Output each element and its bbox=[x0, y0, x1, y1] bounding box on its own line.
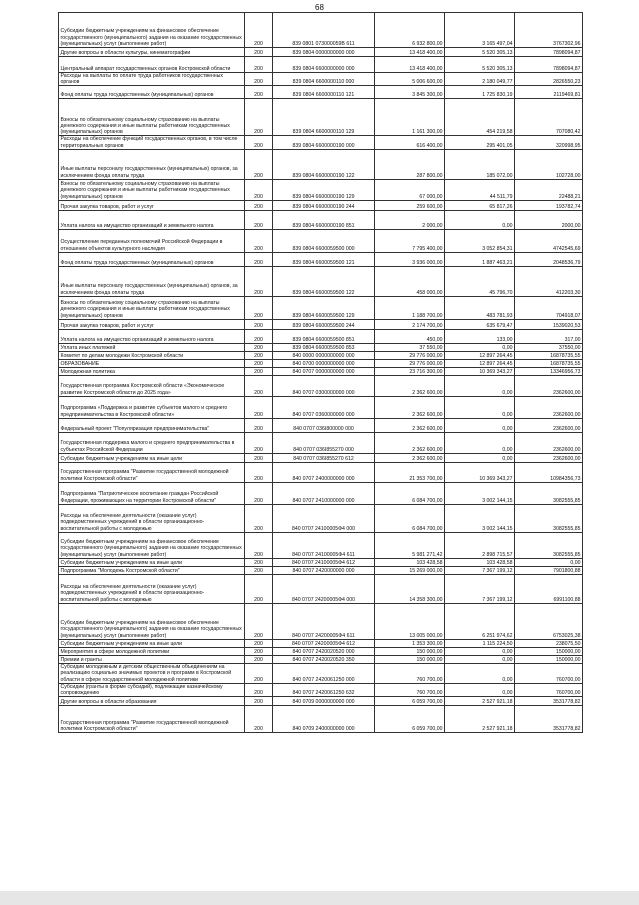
table-row bbox=[59, 706, 583, 733]
row-line-code: 200 bbox=[245, 48, 273, 57]
row-unexecuted: 2119469,81 bbox=[515, 86, 583, 99]
scan-bottom-edge bbox=[0, 891, 639, 905]
row-line-code: 200 bbox=[245, 343, 273, 351]
row-executed: 0,00 bbox=[445, 663, 515, 683]
row-approved: 15 269 000,00 bbox=[375, 566, 445, 574]
row-unexecuted: 13346956,73 bbox=[515, 367, 583, 375]
row-budget-code: 840 0707 2420020520 000 bbox=[273, 647, 375, 655]
row-budget-code: 839 0804 6600000190 129 bbox=[273, 179, 375, 200]
row-name: Государственная программа "Развитие государственной молодежной политики Костромской области" bbox=[59, 706, 245, 733]
row-executed: 0,00 bbox=[445, 375, 515, 396]
row-unexecuted: 3531778,82 bbox=[515, 706, 583, 733]
row-unexecuted: 37550,00 bbox=[515, 343, 583, 351]
row-line-code: 200 bbox=[245, 462, 273, 482]
row-unexecuted: 7898094,87 bbox=[515, 48, 583, 57]
row-budget-code: 839 0804 6600059500 129 bbox=[273, 296, 375, 319]
row-approved: 7 795 400,00 bbox=[375, 229, 445, 252]
row-unexecuted: 6991100,88 bbox=[515, 574, 583, 603]
row-executed: 0,00 bbox=[445, 683, 515, 696]
row-executed: 7 367 199,12 bbox=[445, 566, 515, 574]
table-row bbox=[59, 210, 583, 229]
row-name: Другие вопросы в области образования bbox=[59, 697, 245, 706]
row-line-code: 200 bbox=[245, 149, 273, 179]
row-executed: 0,00 bbox=[445, 210, 515, 229]
row-unexecuted: 760700,00 bbox=[515, 683, 583, 696]
row-name: Иные выплаты персоналу государственных (муниципальных) органов, за исключением фонда оплаты труда bbox=[59, 149, 245, 179]
row-executed: 2 180 049,77 bbox=[445, 73, 515, 86]
row-unexecuted: 2362600,00 bbox=[515, 375, 583, 396]
row-budget-code: 840 0707 24100005Ф4 612 bbox=[273, 558, 375, 566]
row-unexecuted: 317,00 bbox=[515, 329, 583, 343]
row-executed: 0,00 bbox=[445, 343, 515, 351]
table-row bbox=[59, 683, 583, 696]
row-line-code: 200 bbox=[245, 558, 273, 566]
table-row bbox=[59, 432, 583, 453]
row-approved: 1 188 700,00 bbox=[375, 296, 445, 319]
row-executed: 2 527 921,18 bbox=[445, 697, 515, 706]
row-approved: 3 845 300,00 bbox=[375, 86, 445, 99]
row-budget-code: 840 0707 2420061250 632 bbox=[273, 683, 375, 696]
budget-execution-table bbox=[58, 12, 583, 733]
row-unexecuted: 0,00 bbox=[515, 558, 583, 566]
row-name: Уплата налога на имущество организаций и земельного налога bbox=[59, 210, 245, 229]
row-name: Государственная программа Костромской области «Экономическое развитие Костромской области до 2025 года» bbox=[59, 375, 245, 396]
row-executed: 5 520 305,13 bbox=[445, 57, 515, 73]
row-unexecuted: 150000,00 bbox=[515, 655, 583, 663]
table-row bbox=[59, 351, 583, 359]
row-budget-code: 839 0801 073000059В 611 bbox=[273, 13, 375, 48]
row-line-code: 200 bbox=[245, 663, 273, 683]
row-unexecuted: 238075,50 bbox=[515, 639, 583, 647]
table-row bbox=[59, 179, 583, 200]
row-name: Субсидии бюджетным учреждениям на иные цели bbox=[59, 453, 245, 462]
row-budget-code: 839 0804 6600059500 000 bbox=[273, 229, 375, 252]
row-approved: 14 358 300,00 bbox=[375, 574, 445, 603]
row-name: Комитет по делам молодежи Костромской области bbox=[59, 351, 245, 359]
row-approved: 5 006 600,00 bbox=[375, 73, 445, 86]
table-row bbox=[59, 504, 583, 532]
row-name: Субсидии бюджетным учреждениям на иные цели bbox=[59, 639, 245, 647]
row-approved: 450,00 bbox=[375, 329, 445, 343]
row-executed: 1 725 830,19 bbox=[445, 86, 515, 99]
table-row bbox=[59, 359, 583, 367]
row-line-code: 200 bbox=[245, 200, 273, 210]
row-executed: 1 887 463,21 bbox=[445, 252, 515, 266]
table-row bbox=[59, 99, 583, 136]
table-row bbox=[59, 296, 583, 319]
row-approved: 21 353 700,00 bbox=[375, 462, 445, 482]
row-approved: 2 000,00 bbox=[375, 210, 445, 229]
table-row bbox=[59, 252, 583, 266]
row-name: Расходы на обеспечение деятельности (оказание услуг) подведомственных учреждений в области организационно-воспитательной работы с молодежью bbox=[59, 504, 245, 532]
row-unexecuted: 2000,00 bbox=[515, 210, 583, 229]
row-budget-code: 840 0707 036I855270 612 bbox=[273, 453, 375, 462]
row-budget-code: 839 0804 6600000110 121 bbox=[273, 86, 375, 99]
row-budget-code: 840 0707 24200005Ф4 000 bbox=[273, 574, 375, 603]
row-executed: 0,00 bbox=[445, 655, 515, 663]
row-approved: 13 418 400,00 bbox=[375, 57, 445, 73]
row-approved: 2 362 600,00 bbox=[375, 418, 445, 432]
table-row bbox=[59, 482, 583, 504]
row-budget-code: 839 0804 6600059500 122 bbox=[273, 266, 375, 296]
row-name: Субсидии бюджетным учреждениям на иные цели bbox=[59, 558, 245, 566]
row-executed: 2 527 921,18 bbox=[445, 706, 515, 733]
row-name: Субсидии бюджетным учреждениям на финансовое обеспечение государственного (муниципального) задания на оказание государственных (муниципальных) услуг (выполнение работ) bbox=[59, 532, 245, 558]
table-row bbox=[59, 697, 583, 706]
row-approved: 13 418 400,00 bbox=[375, 48, 445, 57]
row-name: Уплата иных платежей bbox=[59, 343, 245, 351]
row-budget-code: 840 0707 24200005Ф4 611 bbox=[273, 603, 375, 639]
row-executed: 1 115 224,50 bbox=[445, 639, 515, 647]
row-budget-code: 840 0000 0000000000 000 bbox=[273, 351, 375, 359]
row-executed: 0,00 bbox=[445, 396, 515, 418]
row-line-code: 200 bbox=[245, 697, 273, 706]
row-line-code: 200 bbox=[245, 482, 273, 504]
page-number: 68 bbox=[315, 3, 324, 12]
row-budget-code: 839 0804 6600000190 122 bbox=[273, 149, 375, 179]
table-row bbox=[59, 57, 583, 73]
row-name: Центральный аппарат государственных органов Костромской области bbox=[59, 57, 245, 73]
row-executed: 3 052 854,31 bbox=[445, 229, 515, 252]
row-executed: 7 367 199,12 bbox=[445, 574, 515, 603]
row-name: Иные выплаты персоналу государственных (муниципальных) органов, за исключением фонда оплаты труда bbox=[59, 266, 245, 296]
row-approved: 3 936 000,00 bbox=[375, 252, 445, 266]
row-approved: 1 353 300,00 bbox=[375, 639, 445, 647]
row-name: Подпрограмма "Молодежь Костромской области" bbox=[59, 566, 245, 574]
row-unexecuted: 102728,00 bbox=[515, 149, 583, 179]
row-executed: 0,00 bbox=[445, 432, 515, 453]
row-unexecuted: 707080,42 bbox=[515, 99, 583, 136]
row-name: Мероприятия в сфере молодежной политики bbox=[59, 647, 245, 655]
row-name: Прочая закупка товаров, работ и услуг bbox=[59, 319, 245, 329]
table-row bbox=[59, 266, 583, 296]
row-line-code: 200 bbox=[245, 532, 273, 558]
row-budget-code: 840 0707 0300000000 000 bbox=[273, 375, 375, 396]
row-unexecuted: 16878735,55 bbox=[515, 351, 583, 359]
row-line-code: 200 bbox=[245, 432, 273, 453]
row-executed: 3 002 144,15 bbox=[445, 482, 515, 504]
row-unexecuted: 760700,00 bbox=[515, 663, 583, 683]
table-row bbox=[59, 655, 583, 663]
row-line-code: 200 bbox=[245, 359, 273, 367]
row-executed: 295 401,05 bbox=[445, 136, 515, 149]
row-line-code: 200 bbox=[245, 13, 273, 48]
row-executed: 103 428,58 bbox=[445, 558, 515, 566]
row-executed: 185 072,00 bbox=[445, 149, 515, 179]
row-budget-code: 839 0804 0000000000 000 bbox=[273, 48, 375, 57]
row-approved: 2 362 600,00 bbox=[375, 432, 445, 453]
row-budget-code: 839 0804 6600000190 244 bbox=[273, 200, 375, 210]
row-unexecuted: 704918,07 bbox=[515, 296, 583, 319]
row-executed: 12 897 264,45 bbox=[445, 351, 515, 359]
row-name: Субсидии молодежным и детским общественным объединениям на реализацию социально значимых проектов и программ в Костромской области в сфере государственной молодежной политики bbox=[59, 663, 245, 683]
row-budget-code: 840 0707 2420061250 000 bbox=[273, 663, 375, 683]
row-executed: 3 002 144,15 bbox=[445, 504, 515, 532]
row-line-code: 200 bbox=[245, 179, 273, 200]
row-executed: 133,00 bbox=[445, 329, 515, 343]
row-budget-code: 839 0804 6600000190 851 bbox=[273, 210, 375, 229]
table-row bbox=[59, 418, 583, 432]
row-name: Премии и гранты bbox=[59, 655, 245, 663]
table-row bbox=[59, 200, 583, 210]
row-name: Осуществление переданных полномочий Российской Федерации в отношении объектов культурного наследия bbox=[59, 229, 245, 252]
row-executed: 0,00 bbox=[445, 647, 515, 655]
row-line-code: 200 bbox=[245, 136, 273, 149]
row-budget-code: 839 0804 6600000110 129 bbox=[273, 99, 375, 136]
row-approved: 5 981 271,42 bbox=[375, 532, 445, 558]
row-approved: 6 084 700,00 bbox=[375, 482, 445, 504]
table-row bbox=[59, 566, 583, 574]
row-line-code: 200 bbox=[245, 57, 273, 73]
row-budget-code: 840 0707 0360000000 000 bbox=[273, 396, 375, 418]
table-row bbox=[59, 13, 583, 48]
row-approved: 6 059 700,00 bbox=[375, 697, 445, 706]
row-line-code: 200 bbox=[245, 504, 273, 532]
row-name: Государственная поддержка малого и среднего предпринимательства в субъектах Российской Федерации bbox=[59, 432, 245, 453]
row-budget-code: 839 0804 6600000000 000 bbox=[273, 57, 375, 73]
row-unexecuted: 2362600,00 bbox=[515, 396, 583, 418]
row-approved: 37 550,00 bbox=[375, 343, 445, 351]
row-unexecuted: 22488,21 bbox=[515, 179, 583, 200]
row-approved: 2 174 700,00 bbox=[375, 319, 445, 329]
row-approved: 1 161 300,00 bbox=[375, 99, 445, 136]
table-row bbox=[59, 343, 583, 351]
table-row bbox=[59, 603, 583, 639]
table-row bbox=[59, 48, 583, 57]
table-row bbox=[59, 86, 583, 99]
row-executed: 10 369 343,27 bbox=[445, 462, 515, 482]
row-name: Подпрограмма "Патриотическое воспитание граждан Российской Федерации, проживающих на территории Костромской области" bbox=[59, 482, 245, 504]
row-executed: 45 796,70 bbox=[445, 266, 515, 296]
row-name: Взносы по обязательному социальному страхованию на выплаты денежного содержания и иные выплаты работникам государственных (муниципальных) органов bbox=[59, 296, 245, 319]
row-unexecuted: 2048536,79 bbox=[515, 252, 583, 266]
row-name: Расходы на обеспечение функций государственных органов, в том числе территориальных органов bbox=[59, 136, 245, 149]
row-budget-code: 840 0709 2400000000 000 bbox=[273, 706, 375, 733]
row-line-code: 200 bbox=[245, 319, 273, 329]
row-approved: 6 084 700,00 bbox=[375, 504, 445, 532]
row-budget-code: 840 0707 24100005Ф4 000 bbox=[273, 504, 375, 532]
row-unexecuted: 16878735,55 bbox=[515, 359, 583, 367]
row-line-code: 200 bbox=[245, 351, 273, 359]
row-approved: 103 428,58 bbox=[375, 558, 445, 566]
row-budget-code: 839 0804 6600059500 851 bbox=[273, 329, 375, 343]
row-budget-code: 840 0707 0000000000 000 bbox=[273, 367, 375, 375]
row-executed: 454 219,58 bbox=[445, 99, 515, 136]
row-approved: 6 059 700,00 bbox=[375, 706, 445, 733]
table-row bbox=[59, 375, 583, 396]
row-budget-code: 839 0804 6600000110 000 bbox=[273, 73, 375, 86]
row-executed: 635 679,47 bbox=[445, 319, 515, 329]
row-name: Субсидии (гранты в форме субсидий), подлежащие казначейскому сопровождению bbox=[59, 683, 245, 696]
row-line-code: 200 bbox=[245, 367, 273, 375]
row-unexecuted: 2362600,00 bbox=[515, 453, 583, 462]
row-executed: 10 369 343,27 bbox=[445, 367, 515, 375]
row-line-code: 200 bbox=[245, 86, 273, 99]
row-unexecuted: 7898094,87 bbox=[515, 57, 583, 73]
row-line-code: 200 bbox=[245, 706, 273, 733]
row-unexecuted: 2362600,00 bbox=[515, 432, 583, 453]
row-unexecuted: 7901800,88 bbox=[515, 566, 583, 574]
row-name: ОБРАЗОВАНИЕ bbox=[59, 359, 245, 367]
row-budget-code: 840 0707 036I855270 000 bbox=[273, 432, 375, 453]
row-name: Фонд оплаты труда государственных (муниципальных) органов bbox=[59, 86, 245, 99]
row-approved: 458 000,00 bbox=[375, 266, 445, 296]
row-line-code: 200 bbox=[245, 418, 273, 432]
row-unexecuted: 3082555,85 bbox=[515, 482, 583, 504]
row-unexecuted: 6753025,38 bbox=[515, 603, 583, 639]
row-unexecuted: 193782,74 bbox=[515, 200, 583, 210]
row-unexecuted: 4742545,69 bbox=[515, 229, 583, 252]
row-approved: 23 716 300,00 bbox=[375, 367, 445, 375]
table-row bbox=[59, 453, 583, 462]
row-approved: 29 776 000,00 bbox=[375, 351, 445, 359]
row-approved: 2 362 600,00 bbox=[375, 396, 445, 418]
row-budget-code: 840 0707 2420000000 000 bbox=[273, 566, 375, 574]
row-name: Расходы на обеспечение деятельности (оказание услуг) подведомственных учреждений в области организационно-воспитательной работы с молодежью bbox=[59, 574, 245, 603]
table-row bbox=[59, 329, 583, 343]
row-budget-code: 840 0707 036I800000 000 bbox=[273, 418, 375, 432]
row-name: Подпрограмма «Поддержка и развитие субъектов малого и среднего предпринимательства в Костромской области» bbox=[59, 396, 245, 418]
row-executed: 0,00 bbox=[445, 453, 515, 462]
row-name: Федеральный проект "Популяризация предпринимательства" bbox=[59, 418, 245, 432]
row-unexecuted: 2826550,23 bbox=[515, 73, 583, 86]
row-name: Государственная программа "Развитие государственной молодежной политики Костромской области" bbox=[59, 462, 245, 482]
table-row bbox=[59, 532, 583, 558]
table-row bbox=[59, 367, 583, 375]
row-line-code: 200 bbox=[245, 655, 273, 663]
row-unexecuted: 3767302,96 bbox=[515, 13, 583, 48]
row-line-code: 200 bbox=[245, 266, 273, 296]
row-unexecuted: 3531778,82 bbox=[515, 697, 583, 706]
row-approved: 760 700,00 bbox=[375, 683, 445, 696]
table-row bbox=[59, 558, 583, 566]
row-line-code: 200 bbox=[245, 329, 273, 343]
row-line-code: 200 bbox=[245, 453, 273, 462]
table-row bbox=[59, 639, 583, 647]
row-approved: 259 600,00 bbox=[375, 200, 445, 210]
row-executed: 6 251 974,62 bbox=[445, 603, 515, 639]
table-row bbox=[59, 73, 583, 86]
row-unexecuted: 150000,00 bbox=[515, 647, 583, 655]
row-budget-code: 839 0804 6600059500 244 bbox=[273, 319, 375, 329]
row-approved: 287 800,00 bbox=[375, 149, 445, 179]
row-approved: 13 005 000,00 bbox=[375, 603, 445, 639]
row-line-code: 200 bbox=[245, 375, 273, 396]
row-budget-code: 839 0804 6600059500 853 bbox=[273, 343, 375, 351]
row-name: Другие вопросы в области культуры, кинематографии bbox=[59, 48, 245, 57]
row-unexecuted: 10984356,73 bbox=[515, 462, 583, 482]
row-budget-code: 840 0707 24200005Ф4 612 bbox=[273, 639, 375, 647]
row-unexecuted: 320998,95 bbox=[515, 136, 583, 149]
row-executed: 2 898 715,57 bbox=[445, 532, 515, 558]
row-line-code: 200 bbox=[245, 73, 273, 86]
row-line-code: 200 bbox=[245, 574, 273, 603]
row-approved: 616 400,00 bbox=[375, 136, 445, 149]
row-approved: 150 000,00 bbox=[375, 647, 445, 655]
table-row bbox=[59, 319, 583, 329]
table-row bbox=[59, 229, 583, 252]
row-line-code: 200 bbox=[245, 99, 273, 136]
row-unexecuted: 412203,30 bbox=[515, 266, 583, 296]
table-row bbox=[59, 663, 583, 683]
row-name: Фонд оплаты труда государственных (муниципальных) органов bbox=[59, 252, 245, 266]
row-approved: 6 932 800,00 bbox=[375, 13, 445, 48]
row-executed: 0,00 bbox=[445, 418, 515, 432]
row-budget-code: 840 0707 2400000000 000 bbox=[273, 462, 375, 482]
table-row bbox=[59, 136, 583, 149]
table-row bbox=[59, 574, 583, 603]
row-unexecuted: 3082555,85 bbox=[515, 504, 583, 532]
row-executed: 12 897 264,45 bbox=[445, 359, 515, 367]
row-unexecuted: 2362600,00 bbox=[515, 418, 583, 432]
row-budget-code: 840 0700 0000000000 000 bbox=[273, 359, 375, 367]
row-approved: 2 362 600,00 bbox=[375, 453, 445, 462]
row-executed: 44 511,79 bbox=[445, 179, 515, 200]
row-name: Молодежная политика bbox=[59, 367, 245, 375]
row-unexecuted: 1539020,53 bbox=[515, 319, 583, 329]
row-budget-code: 839 0804 6600059500 121 bbox=[273, 252, 375, 266]
row-name: Взносы по обязательному социальному страхованию на выплаты денежного содержания и иные выплаты работникам государственных (муниципальных) органов bbox=[59, 99, 245, 136]
row-executed: 65 817,26 bbox=[445, 200, 515, 210]
row-budget-code: 840 0707 2420020520 350 bbox=[273, 655, 375, 663]
row-approved: 2 362 600,00 bbox=[375, 375, 445, 396]
row-name: Взносы по обязательному социальному страхованию на выплаты денежного содержания и иные выплаты работникам государственных (муниципальных) органов bbox=[59, 179, 245, 200]
row-executed: 483 781,93 bbox=[445, 296, 515, 319]
row-line-code: 200 bbox=[245, 603, 273, 639]
row-line-code: 200 bbox=[245, 396, 273, 418]
row-line-code: 200 bbox=[245, 210, 273, 229]
row-line-code: 200 bbox=[245, 639, 273, 647]
row-unexecuted: 3082555,85 bbox=[515, 532, 583, 558]
row-line-code: 200 bbox=[245, 566, 273, 574]
row-executed: 5 520 305,13 bbox=[445, 48, 515, 57]
row-line-code: 200 bbox=[245, 683, 273, 696]
row-name: Расходы на выплаты по оплате труда работников государственных органов bbox=[59, 73, 245, 86]
table-row bbox=[59, 647, 583, 655]
row-approved: 67 000,00 bbox=[375, 179, 445, 200]
row-line-code: 200 bbox=[245, 296, 273, 319]
row-line-code: 200 bbox=[245, 252, 273, 266]
table-row bbox=[59, 396, 583, 418]
table-row bbox=[59, 149, 583, 179]
row-budget-code: 839 0804 6600000190 000 bbox=[273, 136, 375, 149]
row-budget-code: 840 0709 0000000000 000 bbox=[273, 697, 375, 706]
row-name: Прочая закупка товаров, работ и услуг bbox=[59, 200, 245, 210]
row-approved: 150 000,00 bbox=[375, 655, 445, 663]
row-approved: 29 776 000,00 bbox=[375, 359, 445, 367]
row-budget-code: 840 0707 2410000000 000 bbox=[273, 482, 375, 504]
row-line-code: 200 bbox=[245, 647, 273, 655]
row-budget-code: 840 0707 24100005Ф4 611 bbox=[273, 532, 375, 558]
row-approved: 760 700,00 bbox=[375, 663, 445, 683]
row-name: Уплата налога на имущество организаций и земельного налога bbox=[59, 329, 245, 343]
table-row bbox=[59, 462, 583, 482]
row-name: Субсидии бюджетным учреждениям на финансовое обеспечение государственного (муниципального) задания на оказание государственных (муниципальных) услуг (выполнение работ) bbox=[59, 13, 245, 48]
row-name: Субсидии бюджетным учреждениям на финансовое обеспечение государственного (муниципального) задания на оказание государственных (муниципальных) услуг (выполнение работ) bbox=[59, 603, 245, 639]
row-line-code: 200 bbox=[245, 229, 273, 252]
table-body bbox=[59, 13, 583, 733]
row-executed: 3 165 497,04 bbox=[445, 13, 515, 48]
